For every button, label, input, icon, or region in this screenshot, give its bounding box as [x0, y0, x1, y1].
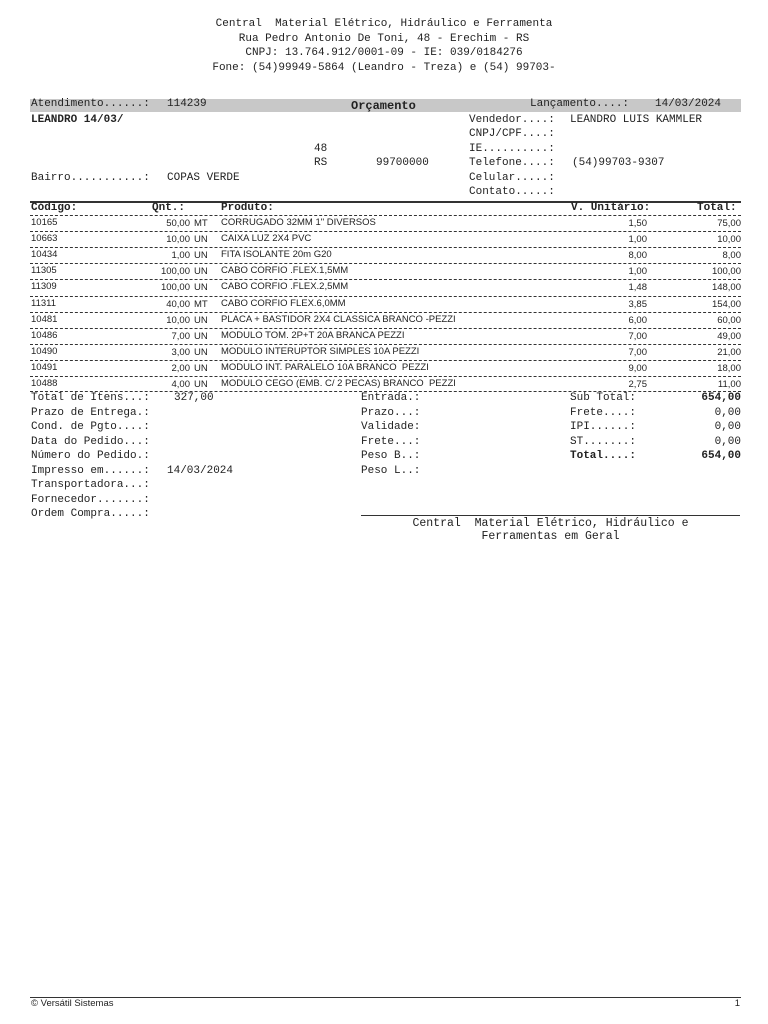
cell-total: 21,00 — [717, 347, 741, 358]
cell-total: 154,00 — [711, 299, 741, 310]
client-name: LEANDRO 14/03/ — [31, 114, 124, 126]
cell-qty: 3,00 — [171, 347, 190, 358]
signature-line — [361, 515, 740, 516]
row-separator — [30, 247, 741, 248]
cell-code: 10490 — [31, 346, 58, 357]
ie-label: IE..........: — [469, 143, 555, 155]
cell-product: MODULO CEGO (EMB. C/ 2 PECAS) BRANCO PEZZI — [221, 378, 456, 389]
contato-label: Contato.....: — [469, 186, 555, 198]
cell-product: MODULO INT. PARALELO 10A BRANCO PEZZI — [221, 362, 429, 373]
cell-code: 10481 — [31, 314, 58, 325]
signature-line2: Ferramentas em Geral — [481, 530, 620, 543]
summary-value: 0,00 — [714, 407, 741, 419]
company-cnpj-ie: CNPJ: 13.764.912/0001-09 - IE: 039/0184276 — [245, 47, 523, 59]
vendedor-label: Vendedor....: — [469, 114, 555, 126]
summary-value: 0,00 — [714, 421, 741, 433]
cell-unit: UN — [194, 266, 208, 277]
cell-product: MODULO INTERUPTOR SIMPLES 10A PEZZI — [221, 346, 420, 357]
telefone-value: (54)99703-9307 — [572, 157, 665, 169]
cell-product: MODULO TOM. 2P+T 20A BRANCA PEZZI — [221, 330, 405, 341]
cell-qty: 7,00 — [171, 331, 190, 342]
cell-unit-price: 1,00 — [628, 266, 647, 277]
summary-label: Fornecedor.......: — [31, 494, 150, 506]
row-separator — [30, 360, 741, 361]
summary-label: Número do Pedido.: — [31, 450, 150, 462]
col-product-header: Produto: — [221, 202, 274, 214]
cell-qty: 100,00 — [160, 282, 190, 293]
summary-label: Entrada.: — [361, 392, 421, 404]
cell-total: 18,00 — [717, 363, 741, 374]
row-separator — [30, 215, 741, 216]
footer-brand: © Versátil Sistemas — [31, 998, 114, 1009]
atendimento-label: Atendimento......: — [31, 98, 150, 110]
cell-unit: UN — [194, 379, 208, 390]
cell-product: CORRUGADO 32MM 1" DIVERSOS — [221, 217, 376, 228]
cell-total: 11,00 — [717, 379, 741, 390]
cell-unit: MT — [194, 218, 208, 229]
cell-total: 148,00 — [711, 282, 741, 293]
celular-label: Celular.....: — [469, 172, 555, 184]
lancamento-value: 14/03/2024 — [655, 98, 722, 110]
cell-code: 10486 — [31, 330, 58, 341]
cell-qty: 100,00 — [160, 266, 190, 277]
bairro-label: Bairro...........: — [31, 172, 150, 184]
cell-unit: UN — [194, 315, 208, 326]
cell-code: 11309 — [31, 281, 57, 292]
cell-qty: 40,00 — [166, 299, 190, 310]
cell-qty: 2,00 — [171, 363, 190, 374]
cell-unit: UN — [194, 250, 208, 261]
cnpj-label: CNPJ/CPF....: — [469, 128, 555, 140]
cell-total: 60,00 — [717, 315, 741, 326]
col-qty-header: Qnt.: — [152, 202, 186, 214]
cell-qty: 10,00 — [166, 315, 190, 326]
summary-label: Cond. de Pgto....: — [31, 421, 150, 433]
cell-code: 11311 — [31, 298, 57, 309]
summary-label: Peso B..: — [361, 450, 421, 462]
summary-value: 0,00 — [714, 436, 741, 448]
cell-product: CAIXA LUZ 2X4 PVC — [221, 233, 312, 244]
row-separator — [30, 312, 741, 313]
lancamento-label: Lançamento....: — [530, 98, 630, 110]
summary-value: 654,00 — [701, 392, 741, 404]
atendimento-value: 114239 — [167, 98, 207, 110]
client-state: RS — [314, 157, 328, 169]
cell-unit-price: 1,48 — [628, 282, 647, 293]
summary-value: 327,00 — [174, 392, 214, 404]
cell-total: 100,00 — [711, 266, 741, 277]
row-separator — [30, 328, 741, 329]
col-code-header: Código: — [31, 202, 78, 214]
company-phone: Fone: (54)99949-5864 (Leandro - Treza) e (54) 99703- — [212, 62, 556, 74]
summary-label: Prazo de Entrega.: — [31, 407, 150, 419]
summary-label: Validade: — [361, 421, 421, 433]
cell-product: CABO CORFIO FLEX.6,0MM — [221, 298, 346, 309]
row-separator — [30, 231, 741, 232]
summary-label: Impresso em......: — [31, 465, 150, 477]
vendedor-value: LEANDRO LUIS KAMMLER — [570, 114, 703, 126]
signature-line1: Central Material Elétrico, Hidráulico e — [412, 517, 689, 530]
cell-code: 10165 — [31, 217, 58, 228]
cell-unit: MT — [194, 299, 208, 310]
summary-label: IPI......: — [570, 421, 637, 433]
cell-unit-price: 7,00 — [628, 347, 647, 358]
cell-qty: 1,00 — [171, 250, 190, 261]
row-separator — [30, 263, 741, 264]
summary-label: Transportadora...: — [31, 479, 150, 491]
cell-unit-price: 1,00 — [628, 234, 647, 245]
summary-label: Total....: — [570, 450, 637, 462]
cell-unit: UN — [194, 282, 208, 293]
company-name: Central Material Elétrico, Hidráulico e Ferramenta — [215, 18, 553, 30]
page-number: 1 — [734, 998, 740, 1009]
cell-code: 10434 — [31, 249, 58, 260]
col-unit-price-header: V. Unitário: — [571, 202, 651, 214]
client-number: 48 — [314, 143, 328, 155]
cell-qty: 50,00 — [166, 218, 190, 229]
bairro-value: COPAS VERDE — [167, 172, 240, 184]
cell-unit: UN — [194, 331, 208, 342]
row-separator — [30, 376, 741, 377]
summary-label: Frete...: — [361, 436, 421, 448]
cell-code: 10491 — [31, 362, 58, 373]
summary-label: Prazo...: — [361, 407, 421, 419]
row-separator — [30, 296, 741, 297]
cell-unit: UN — [194, 234, 208, 245]
cell-unit-price: 2,75 — [628, 379, 647, 390]
company-address: Rua Pedro Antonio De Toni, 48 - Erechim - RS — [238, 33, 530, 45]
summary-value: 14/03/2024 — [167, 465, 234, 477]
cell-unit-price: 8,00 — [628, 250, 647, 261]
row-separator — [30, 344, 741, 345]
footer-rule — [30, 997, 741, 998]
cell-unit: UN — [194, 363, 208, 374]
row-separator — [30, 279, 741, 280]
cell-total: 75,00 — [717, 218, 741, 229]
cell-unit-price: 7,00 — [628, 331, 647, 342]
cell-qty: 4,00 — [171, 379, 190, 390]
summary-label: Total de Itens...: — [31, 392, 150, 404]
cell-unit-price: 3,85 — [628, 299, 647, 310]
cell-total: 8,00 — [722, 250, 741, 261]
document-title: Orçamento — [351, 99, 416, 113]
cell-total: 10,00 — [717, 234, 741, 245]
cell-product: CABO CORFIO .FLEX.2,5MM — [221, 281, 349, 292]
summary-label: ST.......: — [570, 436, 637, 448]
cell-product: PLACA + BASTIDOR 2X4 CLASSICA BRANCO -PEZZI — [221, 314, 456, 325]
telefone-label: Telefone....: — [469, 157, 555, 169]
summary-value: 654,00 — [701, 450, 741, 462]
cell-product: FITA ISOLANTE 20m G20 — [221, 249, 332, 260]
cell-unit-price: 1,50 — [628, 218, 647, 229]
cell-total: 49,00 — [717, 331, 741, 342]
summary-label: Frete....: — [570, 407, 637, 419]
col-total-header: Total: — [697, 202, 737, 214]
cell-product: CABO CORFIO .FLEX.1,5MM — [221, 265, 349, 276]
summary-label: Sub Total: — [570, 392, 637, 404]
summary-label: Data do Pedido...: — [31, 436, 150, 448]
cell-unit-price: 9,00 — [628, 363, 647, 374]
cell-code: 10488 — [31, 378, 58, 389]
cell-code: 10663 — [31, 233, 58, 244]
client-cep: 99700000 — [376, 157, 429, 169]
summary-label: Ordem Compra.....: — [31, 508, 150, 520]
cell-unit-price: 6,00 — [628, 315, 647, 326]
cell-code: 11305 — [31, 265, 57, 276]
cell-unit: UN — [194, 347, 208, 358]
cell-qty: 10,00 — [166, 234, 190, 245]
summary-label: Peso L..: — [361, 465, 421, 477]
